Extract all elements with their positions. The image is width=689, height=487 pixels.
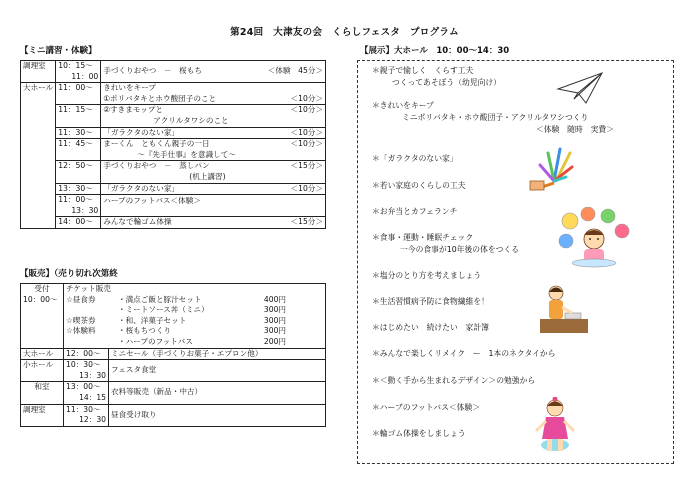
exhibit-item: ＊きれいをキープ bbox=[372, 101, 434, 110]
location-cell: 調理室 bbox=[21, 61, 56, 83]
table-row bbox=[21, 161, 326, 183]
tickets-cell: チケット販売 ☆昼食券 ・満点ご飯と豚汁セット 400円 ・ミートソース丼（ミニ） 300円 ☆喫茶券 ・和、洋菓子セット 300円 ☆体験料 ・桜もちつくり 300円 ・ハーブのフットバス 200円 bbox=[64, 284, 326, 349]
time-cell: 11：30～ bbox=[56, 127, 101, 139]
mini-schedule-table bbox=[20, 60, 326, 229]
activity-cell: 「ガラクタのない家」 ＜10分＞ bbox=[101, 127, 326, 139]
activity-cell: 昼食受け取り bbox=[109, 404, 326, 426]
table-row bbox=[21, 83, 326, 105]
exhibit-item: ＊＜動く手から生まれるデザイン＞の勉強から bbox=[372, 376, 536, 385]
activity-cell: ミニセール（手づくりお菓子・エプロン他） bbox=[109, 348, 326, 360]
table-row bbox=[21, 105, 326, 127]
time-cell: 11：15～ bbox=[56, 105, 101, 127]
table-row bbox=[21, 348, 326, 360]
ticket-row: ☆昼食券 ・満点ご飯と豚汁セット 400円 bbox=[66, 294, 286, 304]
ticket-row: ☆喫茶券 ・和、洋菓子セット 300円 bbox=[66, 315, 286, 325]
page-title: 第24回 大津友の会 くらしフェスタ プログラム bbox=[230, 27, 459, 38]
location-cell: 大ホール bbox=[21, 83, 56, 229]
exhibit-item: ＊みんなで楽しくリメイク ー 1本のネクタイから bbox=[372, 349, 556, 358]
activity-cell: みんなで輪ゴム体操 ＜15分＞ bbox=[101, 217, 326, 229]
duster-icon bbox=[526, 143, 576, 191]
activity-cell: 手づくりおやつ － 蒸しパン ＜15分＞ (机上講習) bbox=[101, 161, 326, 183]
time-cell: 10：15～ 11：00 bbox=[56, 61, 101, 83]
location-cell: 大ホール bbox=[21, 348, 64, 360]
location-cell: 調理室 bbox=[21, 404, 64, 426]
exhibit-item: ＊はじめたい 続けたい 家計簿 bbox=[372, 323, 489, 332]
exhibit-item: ＊塩分のとり方を考えましょう bbox=[372, 271, 482, 280]
exhibit-item: ＊生活習慣病予防に食物繊維を！ bbox=[372, 297, 489, 306]
table-row bbox=[21, 404, 326, 426]
table-row bbox=[21, 195, 326, 217]
mini-section-heading: 【ミニ講習・体験】 bbox=[20, 46, 97, 56]
activity-cell: ②すきまモップと ＜10分＞ アクリルタワシのこと bbox=[101, 105, 326, 127]
girl-exercising-icon bbox=[534, 397, 576, 455]
time-cell: 10：30～ 13：30 bbox=[64, 360, 109, 382]
exhibit-item-sub: ＜体験 随時 実費＞ bbox=[536, 125, 614, 134]
time-cell: 11：30～ 12：30 bbox=[64, 404, 109, 426]
activity-cell: きれいをキープ ①ポリバタキとホウ酸団子のこと ＜10分＞ bbox=[101, 83, 326, 105]
table-row bbox=[21, 127, 326, 139]
time-cell: 13：00～ 14：15 bbox=[64, 382, 109, 404]
activity-cell: 手づくりおやつ － 桜もち ＜体験 45分＞ bbox=[101, 61, 326, 83]
exhibit-item-sub: つくってあそぼう（幼児向け） bbox=[392, 78, 501, 87]
time-cell: 14：00～ bbox=[56, 217, 101, 229]
time-cell: 12：50～ bbox=[56, 161, 101, 183]
exhibit-heading: 【展示】大ホール 10：00～14：30 bbox=[360, 46, 510, 56]
sale-section-heading: 【販売】（売り切れ次第終 bbox=[20, 269, 118, 279]
paper-plane-icon bbox=[556, 69, 604, 107]
time-cell: 11：00～ bbox=[56, 83, 101, 105]
table-row bbox=[21, 139, 326, 161]
activity-cell: 「ガラクタのない家」 ＜10分＞ bbox=[101, 183, 326, 195]
activity-cell: 衣料等販売（新品・中古） bbox=[109, 382, 326, 404]
location-cell: 和室 bbox=[21, 382, 64, 404]
exhibit-item-sub: 一今の食事が10年後の体をつくる bbox=[400, 245, 520, 254]
woman-cooking-icon bbox=[538, 283, 590, 335]
table-row bbox=[21, 382, 326, 404]
table-row bbox=[21, 284, 326, 349]
exhibit-item: ＊「ガラクタのない家」 bbox=[372, 154, 458, 163]
ticket-row: ・ハーブのフットバス 200円 bbox=[118, 336, 286, 346]
time-cell: 11：00～ 13：30 bbox=[56, 195, 101, 217]
activity-cell: フェスタ食堂 bbox=[109, 360, 326, 382]
exhibit-item: ＊ハーブのフットバス＜体験＞ bbox=[372, 403, 481, 412]
table-row bbox=[21, 61, 326, 83]
exhibit-item: ＊親子で愉しく くらす工夫 bbox=[372, 66, 474, 75]
exhibit-item: ＊若い家庭のくらしの工夫 bbox=[372, 181, 466, 190]
location-cell: 小ホール bbox=[21, 360, 64, 382]
exhibit-box bbox=[357, 60, 674, 464]
time-cell: 13：30～ bbox=[56, 183, 101, 195]
table-row bbox=[21, 217, 326, 229]
exhibit-item: ＊お弁当とカフェランチ bbox=[372, 207, 458, 216]
activity-cell: ハーブのフットバス＜体験＞ bbox=[101, 195, 326, 217]
exhibit-item: ＊輪ゴム体操をしましょう bbox=[372, 429, 466, 438]
kid-with-food-icon bbox=[558, 207, 630, 269]
ticket-row: ☆体験料 ・桜もちつくり 300円 bbox=[66, 326, 286, 336]
table-row bbox=[21, 360, 326, 382]
exhibit-item-sub: ミニポリバタキ・ホウ酸団子・アクリルタワシつくり bbox=[402, 113, 589, 122]
exhibit-item: ＊食事・運動・睡眠チェック bbox=[372, 233, 474, 242]
sale-schedule-table bbox=[20, 283, 326, 427]
time-cell: 12：00～ bbox=[64, 348, 109, 360]
activity-cell: まーくん ともくん親子の一日 ＜10分＞ ～『先手仕事』を意識して～ bbox=[101, 139, 326, 161]
ticket-row: ・ミートソース丼（ミニ） 300円 bbox=[118, 305, 286, 315]
time-cell: 11：45～ bbox=[56, 139, 101, 161]
table-row bbox=[21, 183, 326, 195]
reception-cell: 受付 10：00～ bbox=[21, 284, 64, 349]
